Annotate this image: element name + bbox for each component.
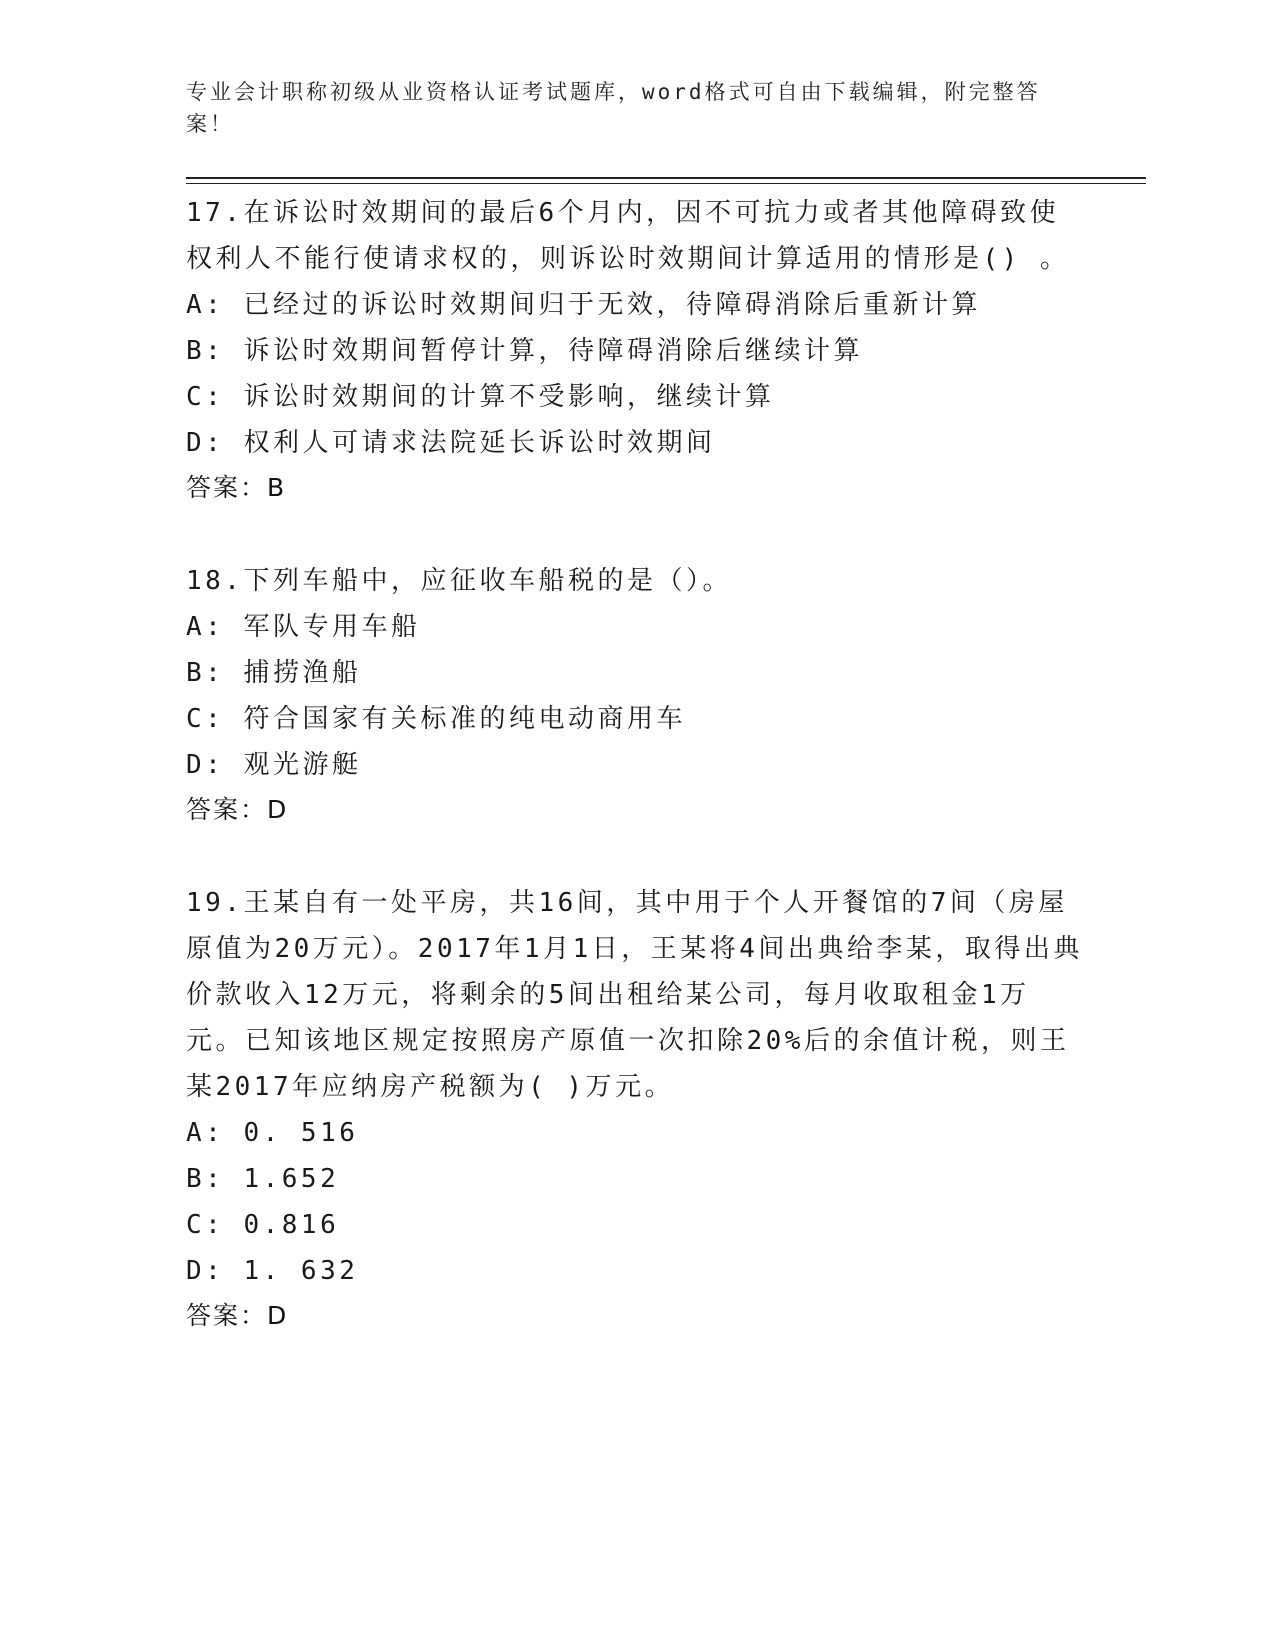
question-stem: 19.王某自有一处平房，共16间，其中用于个人开餐馆的7间（房屋原值为20万元）。2017年1月1日，王某将4间出典给李某，取得出典价款收入12万元，将剩余的5间出租给某公司，每月收取租金1万元。已知该地区规定按照房产原值一次扣除20%后的余值计税，则王某2017年应纳房产税额为( )万元。 bbox=[186, 888, 1083, 1102]
question-17 bbox=[186, 190, 1086, 510]
header-divider-thin bbox=[186, 183, 1146, 184]
option-c: C: 诉讼时效期间的计算不受影响，继续计算 bbox=[186, 382, 775, 412]
option-a: A: 已经过的诉讼时效期间归于无效，待障碍消除后重新计算 bbox=[186, 290, 981, 320]
question-spacer bbox=[186, 510, 1086, 558]
option-b: B: 捕捞渔船 bbox=[186, 658, 362, 688]
option-b: B: 诉讼时效期间暂停计算，待障碍消除后继续计算 bbox=[186, 336, 863, 366]
question-spacer bbox=[186, 832, 1086, 880]
document-header: 专业会计职称初级从业资格认证考试题库，word格式可自由下载编辑，附完整答案！ bbox=[186, 80, 1041, 136]
question-18 bbox=[186, 558, 1086, 832]
answer: 答案：D bbox=[186, 795, 289, 824]
option-d: D: 权利人可请求法院延长诉讼时效期间 bbox=[186, 428, 716, 458]
question-stem: 17.在诉讼时效期间的最后6个月内，因不可抗力或者其他障碍致使权利人不能行使请求权的，则诉讼时效期间计算适用的情形是() 。 bbox=[186, 198, 1070, 274]
option-d: D: 观光游艇 bbox=[186, 750, 362, 780]
option-c: C: 符合国家有关标准的纯电动商用车 bbox=[186, 704, 686, 734]
option-b: B: 1.652 bbox=[186, 1164, 340, 1194]
option-a: A: 军队专用车船 bbox=[186, 612, 421, 642]
question-list bbox=[186, 190, 1086, 1338]
answer: 答案：B bbox=[186, 473, 287, 502]
option-c: C: 0.816 bbox=[186, 1210, 340, 1240]
header-divider-thick bbox=[186, 177, 1146, 179]
question-19 bbox=[186, 880, 1086, 1338]
question-stem: 18.下列车船中，应征收车船税的是（）。 bbox=[186, 566, 732, 596]
answer: 答案：D bbox=[186, 1301, 289, 1330]
option-d: D: 1. 632 bbox=[186, 1256, 359, 1286]
option-a: A: 0. 516 bbox=[186, 1118, 359, 1148]
